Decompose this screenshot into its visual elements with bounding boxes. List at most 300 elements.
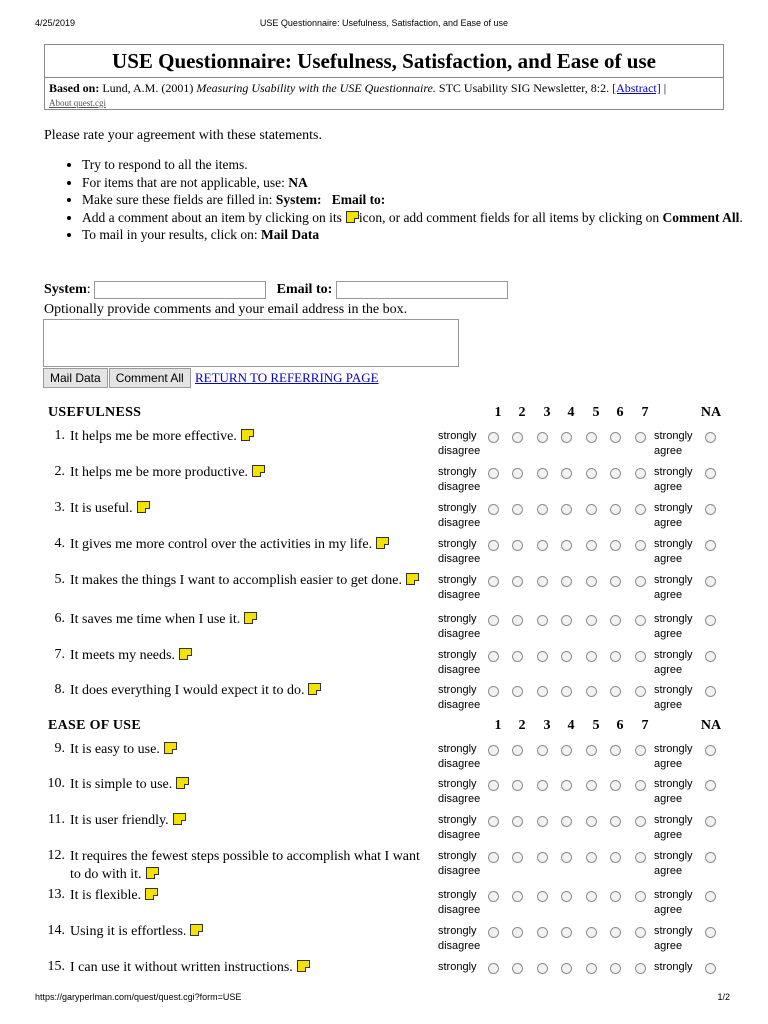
rating-radio-4[interactable] — [561, 780, 572, 791]
rating-radio-1[interactable] — [488, 576, 499, 587]
return-link[interactable]: RETURN TO REFERRING PAGE — [194, 370, 379, 385]
email-label: Email to: — [276, 282, 333, 298]
rating-radio-1[interactable] — [488, 651, 499, 662]
instruction-item — [82, 191, 768, 209]
rating-radio-2[interactable] — [512, 540, 523, 551]
instruction-bold: System: — [275, 192, 322, 207]
rating-radio-7[interactable] — [635, 927, 646, 938]
rating-radio-2[interactable] — [512, 816, 523, 827]
rating-radio-2[interactable] — [512, 780, 523, 791]
scale-low-label — [438, 573, 480, 603]
rating-radio-6[interactable] — [610, 504, 621, 515]
question-label: It meets my needs. — [70, 648, 175, 663]
scale-low-line2: disagree — [438, 589, 481, 601]
rating-radio-3[interactable] — [537, 927, 548, 938]
rating-radio-na[interactable] — [705, 927, 716, 938]
rating-radio-2[interactable] — [512, 432, 523, 443]
rating-radio-6[interactable] — [610, 686, 621, 697]
rating-radio-na[interactable] — [705, 745, 716, 756]
rating-radio-1[interactable] — [488, 852, 499, 863]
instruction-text: . — [739, 209, 743, 225]
rating-radio-6[interactable] — [610, 432, 621, 443]
question-text — [70, 776, 422, 794]
instruction-item — [82, 209, 768, 227]
intro-text: Please rate your agreement with these statements. — [44, 128, 322, 143]
question-label: It requires the fewest steps possible to accomplish what I want to do with it. — [70, 849, 420, 882]
rating-radio-1[interactable] — [488, 963, 499, 974]
scale-low-line2: disagree — [438, 664, 481, 676]
question-text — [70, 500, 422, 518]
rating-radio-4[interactable] — [561, 852, 572, 863]
rating-radio-7[interactable] — [635, 540, 646, 551]
scale-na-label: NA — [700, 405, 722, 420]
scale-high-label — [654, 501, 693, 531]
rating-radio-7[interactable] — [635, 468, 646, 479]
question-label: It gives me more control over the activities in my life. — [70, 537, 373, 552]
rating-radio-2[interactable] — [512, 927, 523, 938]
scale-low-line1: strongly — [438, 743, 477, 755]
question-text — [70, 682, 422, 700]
comment-note-icon — [346, 211, 359, 223]
question-label: It makes the things I want to accomplish easier to get done. — [70, 573, 403, 588]
rating-radio-4[interactable] — [561, 615, 572, 626]
question-label: Using it is effortless. — [70, 924, 187, 939]
rating-radio-2[interactable] — [512, 963, 523, 974]
comment-note-icon[interactable] — [190, 924, 203, 936]
question-text — [70, 536, 422, 554]
citation-source: STC Usability SIG Newsletter, 8:2. — [438, 81, 610, 95]
scale-high-line1: strongly — [654, 961, 693, 973]
scale-high-label — [654, 924, 693, 954]
rating-radio-5[interactable] — [586, 576, 597, 587]
question-label: It does everything I would expect it to do. — [70, 683, 305, 698]
comment-note-icon[interactable] — [164, 742, 177, 754]
rating-radio-6[interactable] — [610, 927, 621, 938]
question-number: 13. — [47, 887, 65, 902]
instruction-bold: NA — [288, 174, 308, 190]
rating-radio-3[interactable] — [537, 432, 548, 443]
scale-high-line2: agree — [654, 664, 683, 676]
rating-radio-2[interactable] — [512, 891, 523, 902]
rating-radio-4[interactable] — [561, 816, 572, 827]
system-label: System — [44, 282, 87, 298]
rating-radio-3[interactable] — [537, 686, 548, 697]
instruction-text: To mail in your results, click on: — [82, 227, 258, 242]
instruction-text: Make sure these fields are filled in: — [82, 192, 273, 207]
rating-radio-5[interactable] — [586, 891, 597, 902]
question-text — [70, 428, 422, 446]
scale-high-line1: strongly — [654, 430, 693, 442]
rating-radio-3[interactable] — [537, 816, 548, 827]
question-label: It is user friendly. — [70, 813, 169, 828]
rating-radio-5[interactable] — [586, 432, 597, 443]
scale-high-line1: strongly — [654, 778, 693, 790]
rating-radio-3[interactable] — [537, 891, 548, 902]
rating-radio-na[interactable] — [705, 852, 716, 863]
rating-radio-5[interactable] — [586, 927, 597, 938]
scale-low-label — [438, 742, 480, 772]
rating-radio-7[interactable] — [635, 963, 646, 974]
question-text — [70, 611, 422, 629]
rating-radio-na[interactable] — [705, 891, 716, 902]
scale-low-line1: strongly — [438, 466, 477, 478]
rating-radio-5[interactable] — [586, 816, 597, 827]
rating-radio-4[interactable] — [561, 963, 572, 974]
rating-radio-1[interactable] — [488, 927, 499, 938]
question-number: 15. — [47, 959, 65, 974]
scale-low-line2: disagree — [438, 758, 481, 770]
rating-radio-5[interactable] — [586, 651, 597, 662]
rating-radio-6[interactable] — [610, 576, 621, 587]
rating-radio-7[interactable] — [635, 816, 646, 827]
question-text — [70, 848, 422, 884]
rating-radio-5[interactable] — [586, 745, 597, 756]
rating-radio-4[interactable] — [561, 432, 572, 443]
comment-note-icon[interactable] — [145, 888, 158, 900]
rating-radio-4[interactable] — [561, 540, 572, 551]
rating-radio-na[interactable] — [705, 651, 716, 662]
scale-high-line1: strongly — [654, 889, 693, 901]
rating-radio-6[interactable] — [610, 852, 621, 863]
print-page-number: 1/2 — [717, 992, 730, 1002]
scale-low-label — [438, 648, 480, 678]
rating-radio-na[interactable] — [705, 576, 716, 587]
rating-radio-3[interactable] — [537, 745, 548, 756]
scale-number: 2 — [518, 405, 526, 420]
scale-high-line1: strongly — [654, 814, 693, 826]
scale-high-label — [654, 742, 693, 772]
rating-radio-6[interactable] — [610, 540, 621, 551]
question-number: 9. — [54, 741, 65, 756]
comment-note-icon[interactable] — [176, 777, 189, 789]
question-text — [70, 741, 422, 759]
scale-low-line2: disagree — [438, 481, 481, 493]
scale-number: 5 — [592, 718, 600, 733]
about-link[interactable]: About quest.cgi — [49, 98, 106, 108]
question-number: 11. — [48, 812, 65, 827]
citation-work: Measuring Usability with the USE Questionnaire. — [196, 81, 436, 95]
scale-high-line1: strongly — [654, 502, 693, 514]
question-text — [70, 812, 422, 830]
rating-radio-5[interactable] — [586, 504, 597, 515]
contact-fields — [44, 281, 508, 299]
rating-radio-6[interactable] — [610, 816, 621, 827]
comment-note-icon[interactable] — [376, 537, 389, 549]
print-url: https://garyperlman.com/quest/quest.cgi?form=USE — [35, 992, 242, 1002]
rating-radio-5[interactable] — [586, 780, 597, 791]
rating-radio-1[interactable] — [488, 745, 499, 756]
citation-separator: | — [663, 81, 667, 95]
comment-note-icon[interactable] — [179, 648, 192, 660]
email-input[interactable] — [336, 281, 508, 299]
rating-radio-2[interactable] — [512, 504, 523, 515]
instruction-text: Try to respond to all the items. — [82, 157, 248, 172]
scale-high-label — [654, 612, 693, 642]
scale-high-line2: agree — [654, 628, 683, 640]
question-number: 2. — [54, 464, 65, 479]
scale-high-line2: agree — [654, 553, 683, 565]
rating-radio-na[interactable] — [705, 686, 716, 697]
scale-high-label — [654, 465, 693, 495]
scale-low-line1: strongly — [438, 649, 477, 661]
rating-radio-7[interactable] — [635, 576, 646, 587]
instruction-bold: Mail Data — [261, 227, 320, 242]
rating-radio-3[interactable] — [537, 651, 548, 662]
scale-low-line2: disagree — [438, 553, 481, 565]
scale-high-label — [654, 888, 693, 918]
scale-high-label — [654, 813, 693, 843]
scale-low-line2: disagree — [438, 699, 481, 711]
rating-radio-na[interactable] — [705, 816, 716, 827]
rating-radio-na[interactable] — [705, 540, 716, 551]
instructions-list — [44, 156, 768, 244]
rating-radio-1[interactable] — [488, 504, 499, 515]
rating-radio-1[interactable] — [488, 780, 499, 791]
scale-high-line1: strongly — [654, 466, 693, 478]
rating-radio-7[interactable] — [635, 891, 646, 902]
scale-high-line2: agree — [654, 758, 683, 770]
scale-low-line1: strongly — [438, 430, 477, 442]
rating-radio-1[interactable] — [488, 816, 499, 827]
question-number: 7. — [54, 647, 65, 662]
scale-high-line2: agree — [654, 829, 683, 841]
rating-radio-7[interactable] — [635, 686, 646, 697]
rating-radio-7[interactable] — [635, 651, 646, 662]
rating-radio-2[interactable] — [512, 852, 523, 863]
scale-high-label — [654, 537, 693, 567]
scale-low-line2: disagree — [438, 940, 481, 952]
question-label: I can use it without written instructions. — [70, 960, 293, 975]
scale-low-line2: disagree — [438, 628, 481, 640]
rating-radio-7[interactable] — [635, 432, 646, 443]
citation-label: Based on: — [49, 81, 100, 95]
scale-high-line1: strongly — [654, 574, 693, 586]
scale-high-line1: strongly — [654, 613, 693, 625]
comments-textarea[interactable] — [43, 319, 459, 367]
scale-high-label — [654, 849, 693, 879]
rating-radio-1[interactable] — [488, 891, 499, 902]
scale-low-label — [438, 960, 477, 975]
scale-number: 1 — [494, 405, 502, 420]
rating-radio-7[interactable] — [635, 852, 646, 863]
rating-radio-na[interactable] — [705, 615, 716, 626]
scale-high-line2: agree — [654, 481, 683, 493]
system-colon: : — [86, 282, 91, 298]
rating-radio-5[interactable] — [586, 686, 597, 697]
scale-number: 6 — [616, 405, 624, 420]
rating-radio-3[interactable] — [537, 540, 548, 551]
question-text — [70, 959, 422, 977]
rating-radio-7[interactable] — [635, 745, 646, 756]
scale-na-label: NA — [700, 718, 722, 733]
rating-radio-7[interactable] — [635, 504, 646, 515]
rating-radio-6[interactable] — [610, 891, 621, 902]
rating-radio-4[interactable] — [561, 468, 572, 479]
scale-number: 5 — [592, 405, 600, 420]
rating-radio-4[interactable] — [561, 745, 572, 756]
rating-radio-3[interactable] — [537, 963, 548, 974]
comment-note-icon[interactable] — [406, 573, 419, 585]
scale-high-line1: strongly — [654, 538, 693, 550]
rating-radio-6[interactable] — [610, 780, 621, 791]
citation-authors: Lund, A.M. (2001) — [102, 81, 194, 95]
rating-radio-2[interactable] — [512, 468, 523, 479]
scale-high-line1: strongly — [654, 743, 693, 755]
scale-number: 3 — [543, 405, 551, 420]
scale-high-line2: agree — [654, 699, 683, 711]
rating-radio-6[interactable] — [610, 615, 621, 626]
rating-radio-6[interactable] — [610, 963, 621, 974]
scale-high-line2: agree — [654, 445, 683, 457]
rating-radio-3[interactable] — [537, 852, 548, 863]
scale-number: 3 — [543, 718, 551, 733]
rating-radio-4[interactable] — [561, 651, 572, 662]
rating-radio-2[interactable] — [512, 576, 523, 587]
scale-low-line2: disagree — [438, 517, 481, 529]
scale-low-label — [438, 683, 480, 713]
scale-low-label — [438, 924, 480, 954]
rating-radio-3[interactable] — [537, 615, 548, 626]
scale-low-label — [438, 612, 480, 642]
rating-radio-6[interactable] — [610, 745, 621, 756]
scale-low-label — [438, 501, 480, 531]
scale-high-label — [654, 777, 693, 807]
rating-radio-1[interactable] — [488, 615, 499, 626]
rating-radio-4[interactable] — [561, 686, 572, 697]
rating-radio-3[interactable] — [537, 780, 548, 791]
scale-low-label — [438, 429, 480, 459]
abstract-link[interactable]: [Abstract] — [612, 81, 661, 95]
scale-high-line2: agree — [654, 589, 683, 601]
comment-note-icon[interactable] — [297, 960, 310, 972]
scale-low-line1: strongly — [438, 814, 477, 826]
comment-note-icon[interactable] — [308, 683, 321, 695]
question-number: 4. — [54, 536, 65, 551]
scale-number: 7 — [641, 718, 649, 733]
section-title: USEFULNESS — [48, 405, 142, 420]
comment-note-icon[interactable] — [252, 465, 265, 477]
scale-low-label — [438, 888, 480, 918]
rating-radio-2[interactable] — [512, 615, 523, 626]
rating-radio-2[interactable] — [512, 651, 523, 662]
rating-radio-5[interactable] — [586, 963, 597, 974]
scale-high-line2: agree — [654, 865, 683, 877]
scale-low-label — [438, 537, 480, 567]
scale-low-line2: disagree — [438, 829, 481, 841]
title-box — [44, 44, 724, 110]
scale-low-line1: strongly — [438, 961, 477, 973]
scale-number: 4 — [567, 718, 575, 733]
scale-low-line2: disagree — [438, 904, 481, 916]
scale-high-line1: strongly — [654, 649, 693, 661]
rating-radio-6[interactable] — [610, 651, 621, 662]
rating-radio-1[interactable] — [488, 686, 499, 697]
rating-radio-7[interactable] — [635, 615, 646, 626]
question-label: It is flexible. — [70, 888, 142, 903]
rating-radio-1[interactable] — [488, 468, 499, 479]
scale-low-label — [438, 849, 480, 879]
scale-low-line1: strongly — [438, 778, 477, 790]
scale-low-label — [438, 813, 480, 843]
scale-high-line2: agree — [654, 517, 683, 529]
scale-low-line1: strongly — [438, 889, 477, 901]
scale-low-line1: strongly — [438, 925, 477, 937]
instruction-text: icon, or add comment fields for all items by clicking on — [358, 209, 660, 225]
question-text — [70, 464, 422, 482]
scale-high-label — [654, 429, 693, 459]
rating-radio-6[interactable] — [610, 468, 621, 479]
rating-radio-3[interactable] — [537, 468, 548, 479]
rating-radio-4[interactable] — [561, 891, 572, 902]
print-title: USE Questionnaire: Usefulness, Satisfaction, and Ease of use — [259, 18, 509, 28]
scale-low-label — [438, 777, 480, 807]
comment-note-icon[interactable] — [241, 429, 254, 441]
comment-note-icon[interactable] — [173, 813, 186, 825]
rating-radio-5[interactable] — [586, 468, 597, 479]
question-number: 1. — [54, 428, 65, 443]
mail-data-button[interactable]: Mail Data — [43, 368, 108, 388]
scale-number: 7 — [641, 405, 649, 420]
citation — [45, 78, 723, 110]
rating-radio-5[interactable] — [586, 852, 597, 863]
scale-high-line2: agree — [654, 940, 683, 952]
rating-radio-7[interactable] — [635, 780, 646, 791]
rating-radio-na[interactable] — [705, 780, 716, 791]
rating-radio-5[interactable] — [586, 540, 597, 551]
instruction-item — [82, 226, 768, 244]
question-number: 3. — [54, 500, 65, 515]
rating-radio-2[interactable] — [512, 745, 523, 756]
question-label: It is simple to use. — [70, 777, 173, 792]
scale-high-line1: strongly — [654, 684, 693, 696]
rating-radio-na[interactable] — [705, 432, 716, 443]
rating-radio-1[interactable] — [488, 540, 499, 551]
scale-low-line1: strongly — [438, 538, 477, 550]
question-number: 10. — [47, 776, 65, 791]
comment-note-icon[interactable] — [244, 612, 257, 624]
rating-radio-4[interactable] — [561, 504, 572, 515]
rating-radio-3[interactable] — [537, 504, 548, 515]
rating-radio-na[interactable] — [705, 468, 716, 479]
comment-note-icon[interactable] — [146, 867, 159, 879]
print-date: 4/25/2019 — [35, 18, 76, 28]
rating-radio-3[interactable] — [537, 576, 548, 587]
rating-radio-1[interactable] — [488, 432, 499, 443]
scale-high-line1: strongly — [654, 850, 693, 862]
action-row — [43, 368, 379, 388]
system-input[interactable] — [94, 281, 266, 299]
question-number: 6. — [54, 611, 65, 626]
rating-radio-2[interactable] — [512, 686, 523, 697]
rating-radio-na[interactable] — [705, 504, 716, 515]
instruction-item — [82, 156, 768, 174]
comment-all-button[interactable]: Comment All — [109, 368, 191, 388]
instruction-item — [82, 174, 768, 192]
instruction-text: For items that are not applicable, use: — [82, 174, 285, 190]
question-number: 12. — [47, 848, 65, 863]
scale-high-line1: strongly — [654, 925, 693, 937]
rating-radio-5[interactable] — [586, 615, 597, 626]
instruction-bold: Comment All — [662, 209, 740, 225]
scale-low-line2: disagree — [438, 865, 481, 877]
rating-radio-4[interactable] — [561, 927, 572, 938]
rating-radio-na[interactable] — [705, 963, 716, 974]
scale-low-line1: strongly — [438, 613, 477, 625]
question-label: It helps me be more productive. — [70, 465, 249, 480]
rating-radio-4[interactable] — [561, 576, 572, 587]
scale-low-line1: strongly — [438, 502, 477, 514]
comment-note-icon[interactable] — [137, 501, 150, 513]
